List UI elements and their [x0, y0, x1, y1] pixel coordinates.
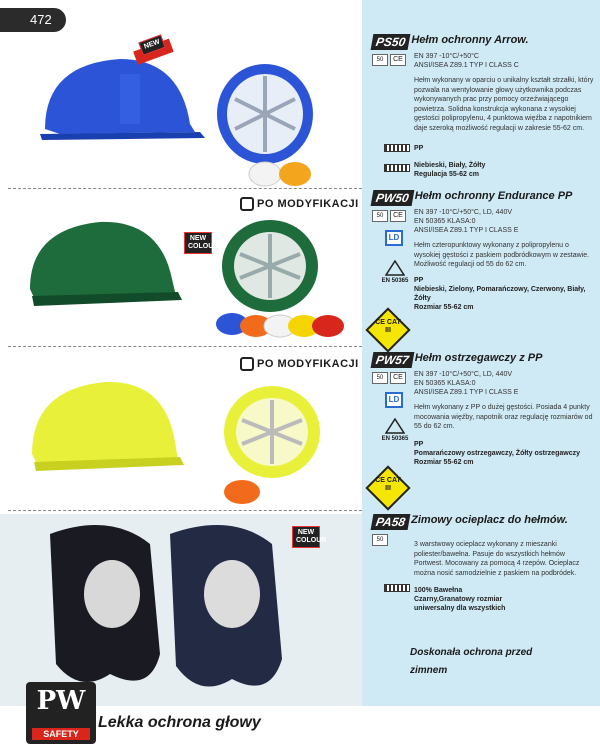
en50365-label: EN 50365 [381, 436, 409, 442]
pa58-black-liner-image [50, 525, 160, 682]
modification-text: PO MODYFIKACJI [257, 197, 359, 210]
footer-title: Lekka ochrona głowy [98, 714, 261, 731]
product-pw57 [372, 352, 594, 467]
logo-safety-text: SAFETY [32, 728, 90, 740]
standard-line: EN 397 -10°C/+50°C, LD, 440V [414, 371, 513, 378]
size-icon: 50 [372, 210, 388, 222]
pw50-green-helmet-image [30, 222, 182, 306]
new-badge: NEW [138, 34, 166, 55]
ps50-colour-variants [249, 162, 311, 186]
electric-triangle-icon [385, 260, 405, 276]
material-icon [384, 584, 410, 592]
thumb-up-icon [240, 357, 254, 371]
product-pw50 [372, 190, 594, 312]
tagline: Doskonała ochrona przed zimnem [410, 647, 533, 676]
material-icon [384, 144, 410, 152]
ld-icon: LD [385, 392, 403, 408]
product-description: Hełm wykonany w oparciu o unikalny kształt strzałki, który pozwala na wentylowanie głowy użytkownika podczas wykonywanych prac przy pomocy orzeźwiającego powietrza. Solidna konstrukcja wykonana z wysokiej gęstości polipropylenu, 4 punktowa więźba z napotnikiem daje szeroką możliwość regulacji w zakresie 55-62 cm. [414, 77, 594, 132]
row-divider [8, 188, 362, 189]
modification-text: PO MODYFIKACJI [257, 357, 359, 370]
colours: Niebieski, Zielony, Pomarańczowy, Czerwony, Biały, Żółty [414, 285, 586, 302]
material: PP [414, 276, 424, 284]
material: PP [414, 440, 424, 448]
new-colour-badge: NEW COLOUR [184, 232, 212, 254]
product-code: PW57 [371, 352, 415, 368]
product-pa58 [372, 514, 594, 613]
size: Regulacja 55-62 cm [414, 170, 479, 178]
product-description: Hełm wykonany z PP o dużej gęstości. Posiada 4 punkty mocowania więźby, napotnik oraz regulację rozmiarów od 55 do 62 cm. [414, 404, 593, 431]
product-name: Hełm ochronny Arrow. [411, 34, 529, 46]
product-code: PW50 [371, 190, 415, 206]
colours: Niebieski, Biały, Żółty [414, 161, 486, 169]
material: PP [414, 144, 424, 152]
ce-icon: CE [390, 372, 406, 384]
size: uniwersalny dla wszystkich [414, 605, 506, 613]
ps50-helmet-interior-image [217, 64, 313, 164]
ce-icon: CE [390, 54, 406, 66]
ps50-blue-helmet-image [40, 59, 205, 140]
colours: Pomarańczowy ostrzegawczy, Żółty ostrzegawczy [414, 449, 580, 457]
ce-icon: CE [390, 210, 406, 222]
cat3-label: CE CAT III [375, 319, 401, 334]
cat3-label: CE CAT III [375, 477, 401, 492]
standard-line: EN 50365 KLASA:0 [414, 380, 476, 387]
size-icon: 50 [372, 534, 388, 546]
row-divider [8, 510, 362, 511]
product-description: Hełm czteropunktowy wykonany z polipropylenu o wysokiej gęstości z paskiem podbródkowym w zestawie. Możliwość regulacji od 55 do 62 cm. [414, 242, 590, 269]
modification-label-2 [240, 357, 359, 371]
product-name: Hełm ochronny Endurance PP [414, 190, 573, 202]
standard-line: EN 397 -10°C/+50°C [414, 53, 479, 60]
material: 100% Bawełna [414, 587, 463, 595]
pw50-colour-variants [216, 313, 344, 337]
colour-icon [384, 164, 410, 172]
ld-icon: LD [385, 230, 403, 246]
standard-line: EN 397 -10°C/+50°C, LD, 440V [414, 209, 513, 216]
en50365-icon [378, 418, 412, 442]
en50365-icon [378, 260, 412, 284]
logo-pw-text: PW [36, 686, 86, 716]
colours: Czarny,Granatowy rozmiar [414, 596, 503, 604]
row-divider [8, 346, 362, 347]
modification-label-1 [240, 197, 359, 211]
product-description: 3 warstwowy ocieplacz wykonany z mieszanki poliester/bawełna. Pasuje do wszystkich hełmów Portwest. Mocowany za pomocą 4 rzepów. Ocieplacz można nosić samodzielnie z paskiem na podbródek. [414, 541, 580, 577]
pw57-helmet-interior-image [224, 386, 320, 478]
standard-line: ANSI/ISEA Z89.1 TYP I CLASS C [414, 62, 519, 69]
thumb-up-icon [240, 197, 254, 211]
standard-line: ANSI/ISEA Z89.1 TYP I CLASS E [414, 389, 519, 396]
standard-line: ANSI/ISEA Z89.1 TYP I CLASS E [414, 227, 519, 234]
page-number: 472 [0, 8, 66, 32]
pw57-yellow-helmet-image [32, 382, 184, 471]
size: Rozmiar 55-62 cm [414, 303, 474, 311]
en50365-label: EN 50365 [381, 278, 409, 284]
product-code: PA58 [371, 514, 411, 530]
standard-line: EN 50365 KLASA:0 [414, 218, 476, 225]
size-icon: 50 [372, 54, 388, 66]
new-colour-badge-2: NEW COLOUR [292, 526, 320, 548]
size-icon: 50 [372, 372, 388, 384]
product-code: PS50 [371, 34, 411, 50]
product-name: Zimowy ocieplacz do hełmów. [411, 514, 568, 526]
product-ps50 [372, 34, 594, 179]
size: Rozmiar 55-62 cm [414, 458, 474, 466]
product-name: Hełm ostrzegawczy z PP [414, 352, 543, 364]
electric-triangle-icon [385, 418, 405, 434]
pw50-helmet-interior-image [222, 220, 318, 312]
pw-safety-logo [26, 682, 96, 744]
pa58-navy-liner-image [170, 525, 282, 687]
pw57-orange-variant [224, 480, 260, 504]
